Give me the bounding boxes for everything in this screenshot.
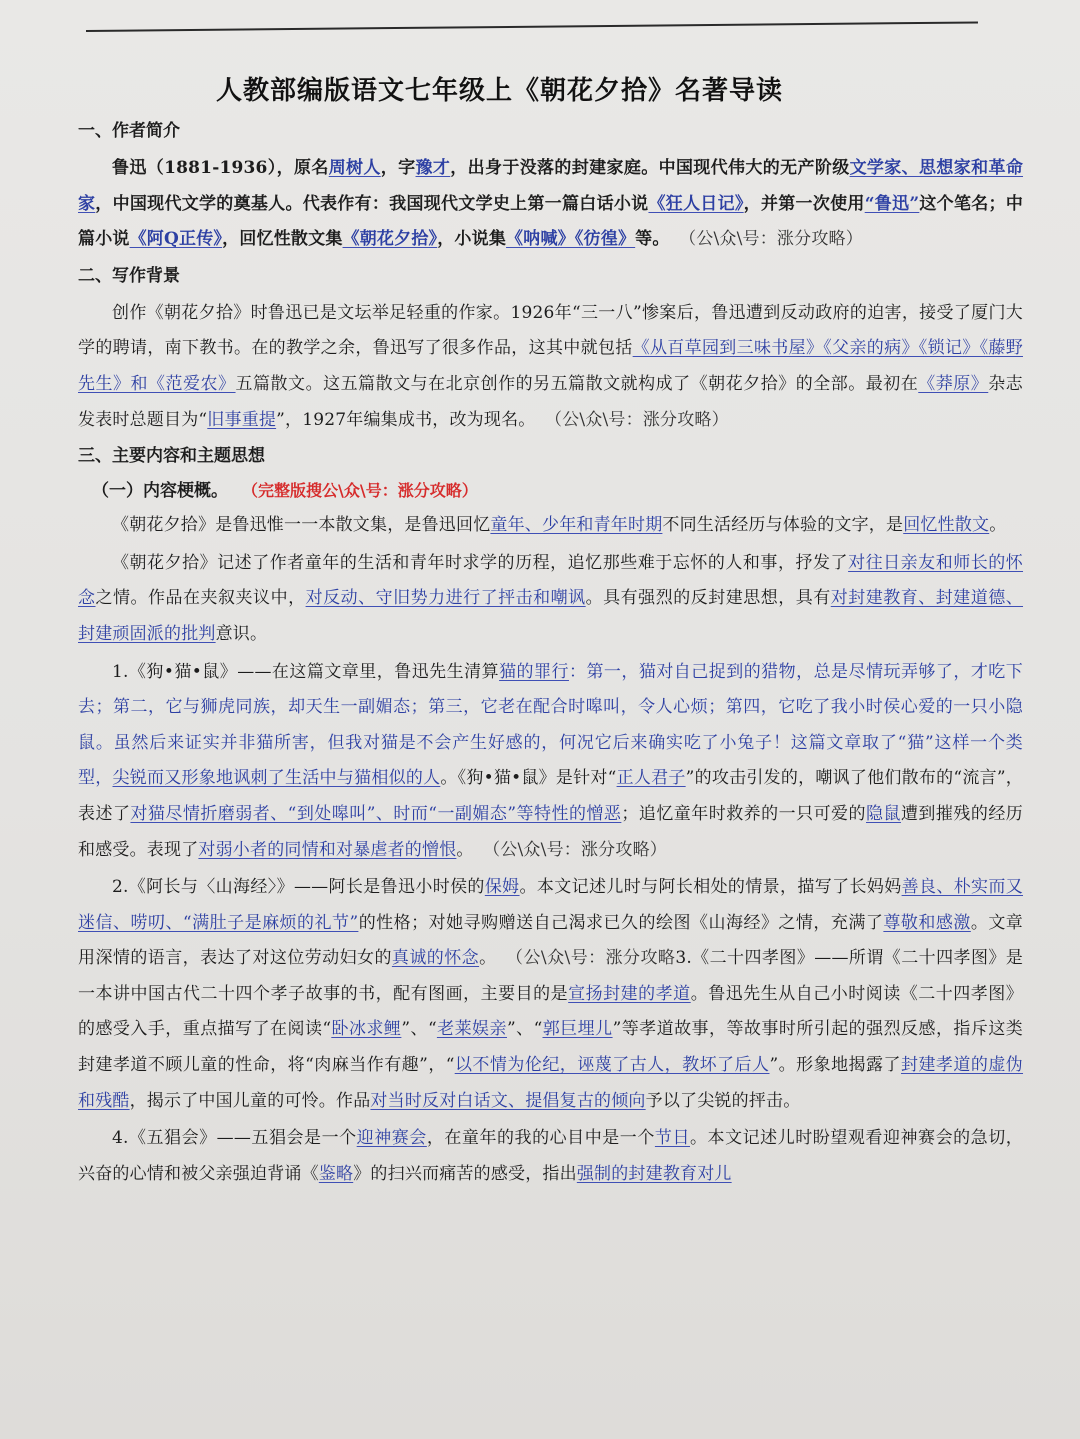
paragraph-summary-1: 《朝花夕拾》是鲁迅惟一一本散文集，是鲁迅回忆童年、少年和青年时期不同生活经历与体验的文字，是回忆性散文。 — [112, 515, 1007, 536]
watermark-note: （公\众\号：涨分攻略 — [514, 948, 676, 969]
paragraph-background: 创作《朝花夕拾》时鲁迅已是文坛举足轻重的作家。1926年“三一八”惨案后，鲁迅遭到反动政府的迫害，接受了厦门大学的聘请，南下教书。在的教学之余，鲁迅写了很多作品，这其中就包括《从百草园到三味书屋》《父亲的病》《锁记》《藤野先生》和《范爱农》五篇散文。这五篇散文与在北京创作的另五篇散文就构成了《朝花夕拾》的全部。最初在《莽原》杂志发表时总题目为“旧事重提”，1927年编集成书，改为现名。 （公\众\号：涨分攻略） — [78, 302, 1023, 430]
paragraph-chapter-1: 1.《狗•猫•鼠》——在这篇文章里，鲁迅先生清算猫的罪行：第一，猫对自己捉到的猎物，总是尽情玩弄够了，才吃下去；第二，它与狮虎同族，却天生一副媚态；第三，它老在配合时嗥叫，令人心烦；第四，它吃了我小时侯心爱的一只小隐鼠。虽然后来证实并非猫所害，但我对猫是不会产生好感的，何况它后来确实吃了小兔子！这篇文章取了“猫”这样一个类型，尖锐而又形象地讽刺了生活中与猫相似的人。《狗•猫•鼠》是针对“正人君子”的攻击引发的，嘲讽了他们散布的“流言”，表述了对猫尽情折磨弱者、“到处嗥叫”、时而“一副媚态”等特性的憎恶；追忆童年时救养的一只可爱的隐鼠遭到摧残的经历和感受。表现了对弱小者的同情和对暴虐者的憎恨。 （公\众\号：涨分攻略） — [78, 661, 1023, 860]
section-heading-content: 三、主要内容和主题思想 — [78, 446, 265, 467]
paragraph-author-intro: 鲁迅（1881-1936），原名周树人，字豫才，出身于没落的封建家庭。中国现代伟大的无产阶级文学家、思想家和革命家，中国现代文学的奠基人。代表作有：我国现代文学史上第一篇白话小说《狂人日记》，并第一次使用“鲁迅”这个笔名；中篇小说《阿Q正传》，回忆性散文集《朝花夕拾》，小说集《呐喊》《彷徨》等。 （公\众\号：涨分攻略） — [78, 158, 1024, 250]
watermark-note: （公\众\号：涨分攻略） — [553, 409, 729, 430]
section-heading-background: 二、写作背景 — [78, 265, 180, 286]
watermark-note: （公\众\号：涨分攻略） — [491, 839, 667, 860]
paragraph-summary-2: 《朝花夕拾》记述了作者童年的生活和青年时求学的历程，追忆那些难于忘怀的人和事，抒发了对往日亲友和师长的怀念之情。作品在夹叙夹议中，对反动、守旧势力进行了抨击和嘲讽。具有强烈的反封建思想，具有对封建教育、封建道德、封建顽固派的批判意识。 — [78, 552, 1024, 644]
top-rule — [86, 21, 978, 32]
document-content — [78, 70, 1023, 1194]
promo-note: （完整版搜公\众\号：涨分攻略） — [250, 481, 478, 501]
paragraph-chapter-2-3: 2.《阿长与〈山海经〉》——阿长是鲁迅小时侯的保姆。本文记述儿时与阿长相处的情景，描写了长妈妈善良、朴实而又迷信、唠叨、“满肚子是麻烦的礼节”的性格；对她寻购赠送自己渴求已久的绘图《山海经》之情，充满了尊敬和感激。文章用深情的语言，表达了对这位劳动妇女的真诚的怀念。 （公\众\号：涨分攻略3.《二十四孝图》——所谓《二十四孝图》是一本讲中国古代二十四个孝子故事的书，配有图画，主要目的是宣扬封建的孝道。鲁迅先生从自己小时阅读《二十四孝图》的感受入手，重点描写了在阅读“卧冰求鲤”、“老莱娱亲”、“郭巨埋儿”等孝道故事，等故事时所引起的强烈反感，指斥这类封建孝道不顾儿童的性命，将“肉麻当作有趣”，“以不情为伦纪，诬蔑了古人，教坏了后人”。形象地揭露了封建孝道的虚伪和残酷，揭示了中国儿童的可怜。作品对当时反对白话文、提倡复古的倾向予以了尖锐的抨击。 — [78, 877, 1024, 1111]
document-title: 人教部编版语文七年级上《朝花夕拾》名著导读 — [216, 76, 784, 106]
paragraph-chapter-4: 4.《五猖会》——五猖会是一个迎神赛会，在童年的我的心目中是一个节日。本文记述儿时盼望观看迎神赛会的急切，兴奋的心情和被父亲强迫背诵《鉴略》的扫兴而痛苦的感受，指出强制的封建教育对儿 — [78, 1128, 1023, 1184]
subsection-heading-summary: （一）内容梗概。 （完整版搜公\众\号：涨分攻略） — [92, 481, 478, 502]
watermark-note: （公\众\号：涨分攻略） — [687, 229, 863, 250]
section-heading-author: 一、作者简介 — [78, 121, 180, 141]
